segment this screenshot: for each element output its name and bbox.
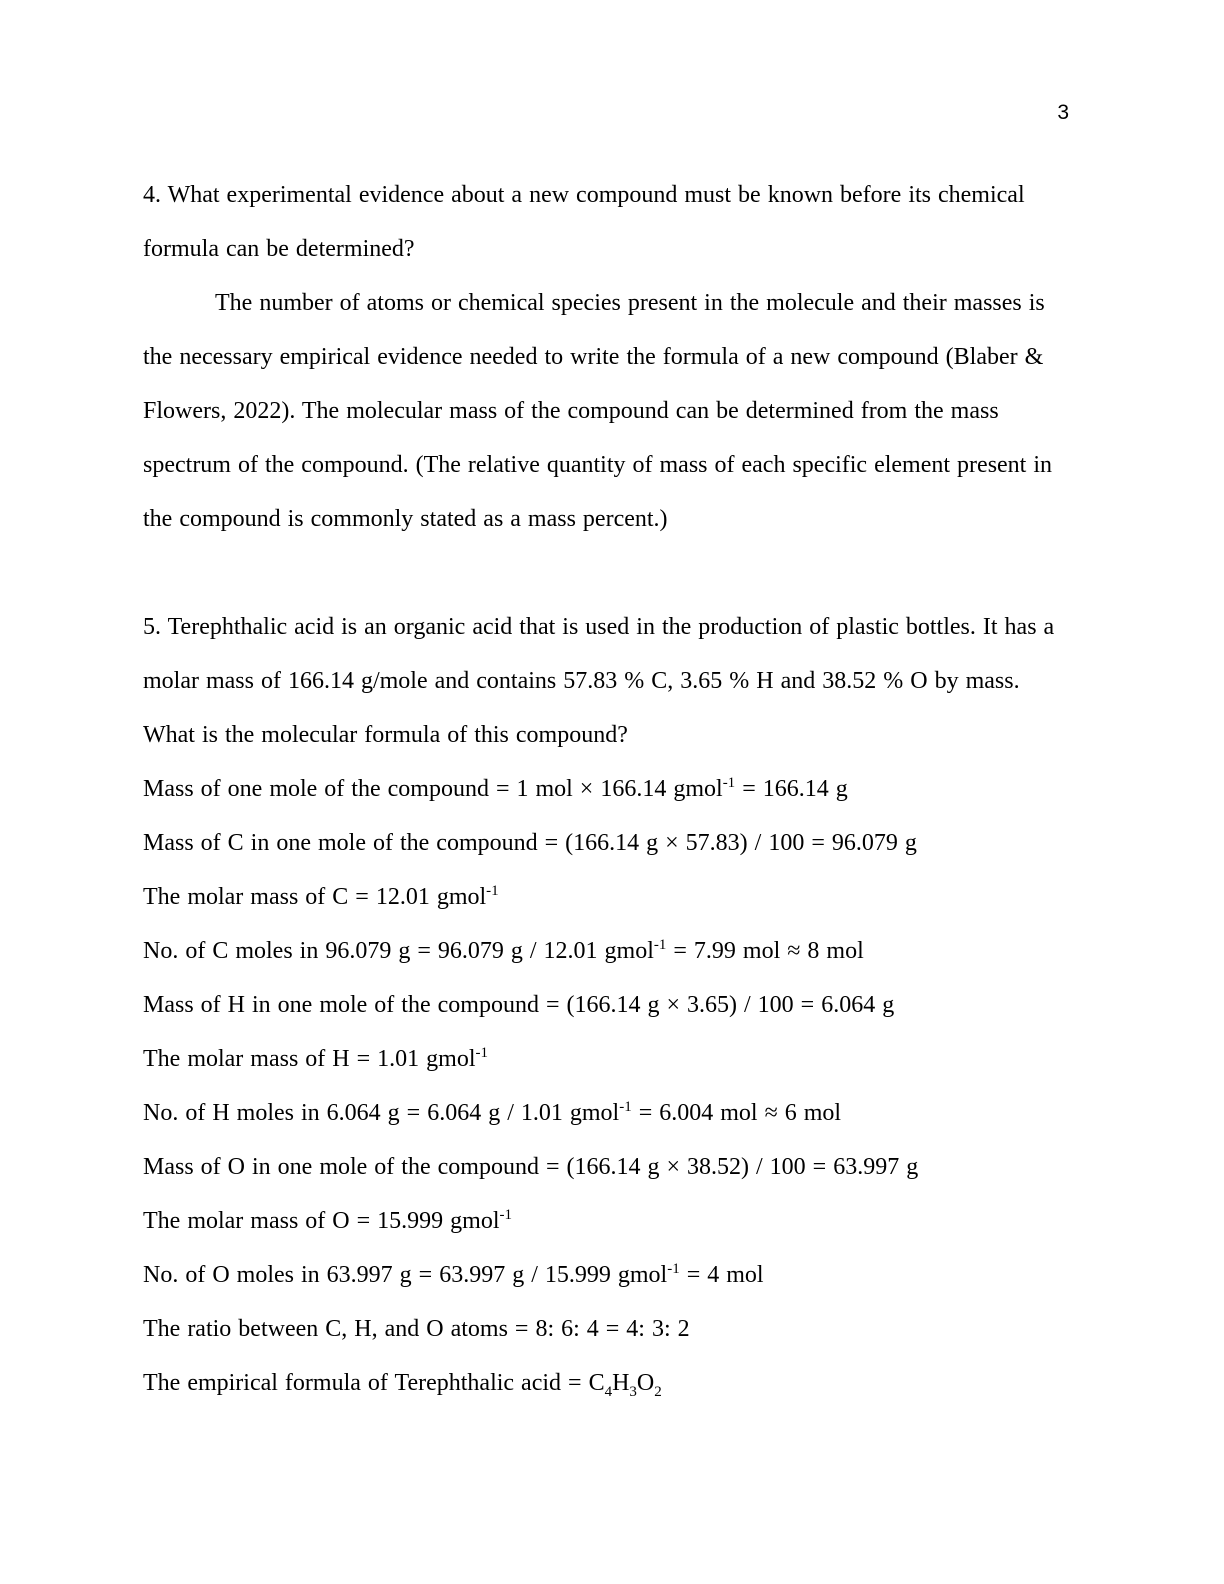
solution-line-molar-mass-carbon: The molar mass of C = 12.01 gmol$^{-1}$ [143,883,499,910]
solution-line-moles-carbon: No. of C moles in 96.079 g = 96.079 g / 12.01 gmol$^{-1}$ = 7.99 mol ≈ 8 mol [143,937,864,964]
question-4-text: 4. What experimental evidence about a new compound must be known before its chemical formula can be determined? [143,182,1025,262]
solution-line-molar-mass-oxygen: The molar mass of O = 15.999 gmol$^{-1}$ [143,1207,512,1234]
question-4-answer: The number of atoms or chemical species present in the molecule and their masses is the necessary empirical evidence needed to write the formula of a new compound (Blaber & Flowers, 2022). The molecular mass of the compound can be determined from the mass spectrum of the compound. (The relative quantity of mass of each specific element present in the compound is commonly stated as a mass percent.) [143,290,1053,532]
question-5-text: 5. Terephthalic acid is an organic acid that is used in the production of plastic bottles. It has a molar mass of 166.14 g/mole and contains 57.83 % C, 3.65 % H and 38.52 % O by mass. What is the molecular formula of this compound? [143,614,1055,748]
solution-line-molar-mass-hydrogen: The molar mass of H = 1.01 gmol$^{-1}$ [143,1045,488,1072]
page-number: 3 [1057,101,1069,124]
document-content [143,168,1072,1410]
solution-line-mass-one-mole: Mass of one mole of the compound = 1 mol × 166.14 gmol$^{-1}$ = 166.14 g [143,775,848,802]
solution-line-mass-carbon: Mass of C in one mole of the compound = (166.14 g × 57.83) / 100 = 96.079 g [143,830,917,856]
solution-line-empirical-formula: The empirical formula of Terephthalic acid = $C_4H_3O_2$ [143,1370,662,1400]
solution-line-moles-oxygen: No. of O moles in 63.997 g = 63.997 g / 15.999 gmol$^{-1}$ = 4 mol [143,1261,764,1288]
solution-line-moles-hydrogen: No. of H moles in 6.064 g = 6.064 g / 1.01 gmol$^{-1}$ = 6.004 mol ≈ 6 mol [143,1099,842,1126]
solution-line-atom-ratio: The ratio between C, H, and O atoms = 8: 6: 4 = 4: 3: 2 [143,1316,690,1342]
solution-line-mass-hydrogen: Mass of H in one mole of the compound = (166.14 g × 3.65) / 100 = 6.064 g [143,992,895,1018]
solution-line-mass-oxygen: Mass of O in one mole of the compound = (166.14 g × 38.52) / 100 = 63.997 g [143,1154,919,1180]
